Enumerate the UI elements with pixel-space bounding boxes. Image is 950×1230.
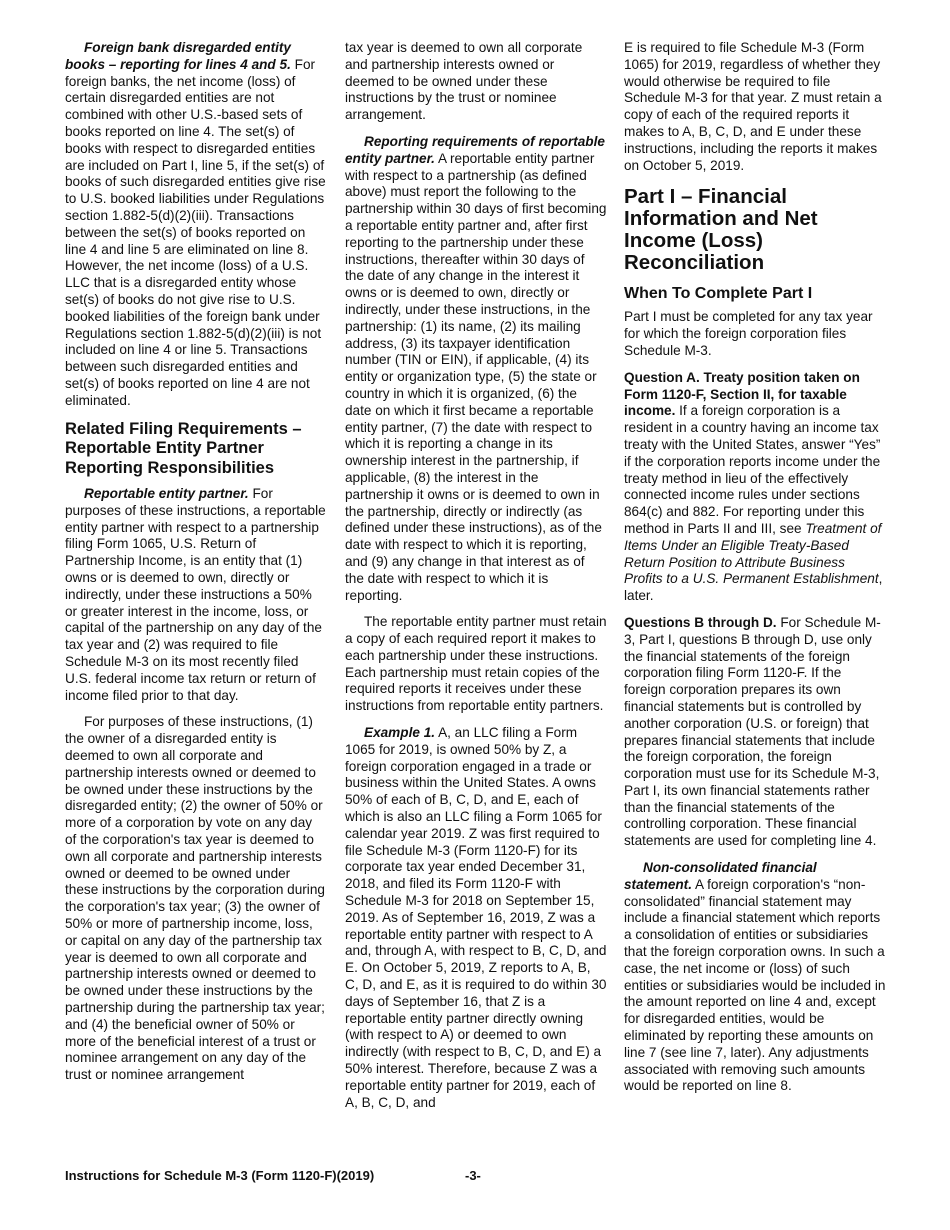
foreign-bank-paragraph: [65, 40, 327, 410]
questions-b-d-lead: Questions B through D.: [624, 614, 777, 630]
question-a-text: If a foreign corporation is a resident in a country having an income tax treaty with the United States, answer “Yes” if the corporation reports income under the treaty method in lieu of the effectively connected income rules under sections 864(c) and 882. For reporting under this method in Parts II and III, see: [624, 403, 881, 536]
example-1-text: A, an LLC filing a Form 1065 for 2019, is owned 50% by Z, a foreign corporation engaged in a trade or business within the United States. A owns 50% of each of B, C, D, and E, each of which is also an LLC filing a Form 1065 for calendar year 2019. Z was first required to file Schedule M-3 (Form 1120-F) for its corporate tax year ended December 31, 2018, and filed its Form 1120-F with Schedule M-3 for 2018 on September 15, 2019. As of September 16, 2019, Z was a reportable entity partner with respect to A and, through A, with respect to B, C, D, and E. On October 5, 2019, Z reports to A, B, C, D, and E, as it is required to do within 30 days of September 16, that Z is a reportable entity partner directly owning (with respect to A) or deemed to own indirectly (with respect to B, C, D, and E) a 50% interest. Therefore, because Z was a reportable entity partner for 2019, each of A, B, C, D, and: [345, 725, 607, 1110]
non-consolidated-text: A foreign corporation's “non-consolidated” financial statement may include a financial statement which reports a consolidation of entities or subsidiaries that the foreign corporation owns. In such a case, the net income or (loss) of such entities or subsidiaries would be included in the amount reported on line 4 and, except for disregarded entities, would be eliminated by reporting these amounts on line 7 (see line 7, later). Any adjustments associated with removing such amounts would be reported on line 8.: [624, 876, 886, 1094]
retain-copy-paragraph: The reportable entity partner must retain a copy of each required report it makes to each partnership under these instructions. Each partnership must retain copies of the required reports it receives under these instructions from reportable entity partners.: [345, 614, 607, 714]
when-to-complete-heading: When To Complete Part I: [624, 285, 813, 303]
foreign-bank-lead: Foreign bank disregarded entity books – reporting for lines 4 and 5.: [65, 40, 291, 72]
reporting-requirements-paragraph: [345, 134, 607, 604]
treaty-reference: Treatment of Items Under an Eligible Treaty-Based Return Position to Attribute Business Profits to a U.S. Permanent Establishment: [624, 520, 882, 587]
continued-paragraph: tax year is deemed to own all corporate and partnership interests owned or deemed to be owned under these instructions by the trust or nominee arrangement.: [345, 40, 583, 123]
reporting-requirements-lead: Reporting requirements of reportable entity partner.: [345, 133, 605, 166]
foreign-bank-text: For foreign banks, the net income (loss) of certain disregarded entities are not combined with other U.S.-based sets of books reported on line 4. The set(s) of books with respect to disregarded entities are included on Part I, line 5, if the set(s) of books of such disregarded entities give rise to U.S. booked liabilities under Regulations section 1.882-5(d)(2)(iii). Transactions between the set(s) of books reported on line 4 and line 5 are eliminated on line 8. However, the net income (loss) of a U.S. LLC that is a disregarded entity whose set(s) of books do not give rise to U.S. booked liabilities of the foreign bank under Regulations section 1.882-5(d)(2)(iii) is not included on line 4 or line 5. Transactions between such disregarded entities and set(s) of books reported on line 4 are not eliminated.: [65, 56, 326, 408]
footer-title: Instructions for Schedule M-3 (Form 1120-F)(2019): [65, 1168, 375, 1183]
column-2: [345, 40, 607, 1121]
question-a-tail: , later.: [624, 571, 883, 604]
question-a-lead: Question A. Treaty position taken on Form 1120-F, Section II, for taxable income.: [624, 369, 860, 419]
questions-b-d-paragraph: [624, 615, 886, 850]
questions-b-d-text: For Schedule M-3, Part I, questions B through D, use only the financial statements of the foreign corporation filing Form 1120-F. If the foreign corporation prepares its own financial statements but is controlled by another corporation (U.S. or foreign) that prepares financial statements that include the foreign corporation, the foreign corporation must use for its Schedule M-3, Part I, its own financial statements rather than the financial statements of the controlling corporation. These financial statements are used for completing line 4.: [624, 614, 881, 849]
reportable-entity-partner-paragraph: [65, 486, 327, 704]
non-consolidated-lead: Non-consolidated financial statement.: [624, 860, 817, 892]
example-1-paragraph: [345, 725, 607, 1111]
continued-example-paragraph: E is required to file Schedule M-3 (Form 1065) for 2019, regardless of whether they would otherwise be required to file Schedule M-3 for that year. Z must retain a copy of each of the required reports it makes to A, B, C, D, and E under these instructions, including the reports it makes on October 5, 2019.: [624, 40, 882, 173]
column-3: [624, 40, 886, 1105]
example-1-lead: Example 1.: [364, 725, 436, 741]
part-1-completion-paragraph: Part I must be completed for any tax year for which the foreign corporation files Schedule M-3.: [624, 309, 873, 358]
question-a-paragraph: [624, 370, 886, 605]
non-consolidated-paragraph: [624, 860, 886, 1095]
reportable-entity-partner-text: For purposes of these instructions, a reportable entity partner with respect to a partnership filing Form 1065, U.S. Return of Partnership Income, is an entity that (1) owns or is deemed to own, directly or indirectly, under these instructions a 50% or greater interest in the income, loss, or capital of the partnership on any day of the tax year and (2) was required to file Schedule M-3 on its most recently filed U.S. federal income tax return or return of income filed prior to that day.: [65, 486, 326, 703]
reporting-requirements-text: A reportable entity partner with respect to a partnership (as defined above) must report the following to the partnership within 30 days of first becoming a reportable entity partner and, after first reporting to the partnership under these instructions, thereafter within 30 days of the date of any change in the interest it owns or is deemed to own, directly or indirectly, under these instructions, in the partnership: (1) its name, (2) its mailing address, (3) its taxpayer identification number (TIN or EIN), if applicable, (4) its entity or organization type, (5) the state or country in which it is organized, (6) the date on which it first became a reportable entity partner, (7) the date with respect to which it is reporting a change in its ownership interest in the partnership, if applicable, (8) the interest in the partnership it owns or is deemed to own in the partnership, directly or indirectly (as defined under these instructions), as of the date with respect to which it is reporting, and (9) any change in that interest as of the date with respect to which it is reporting.: [345, 150, 607, 603]
part-1-heading: Part I – Financial Information and Net Income (Loss) Reconciliation: [624, 185, 818, 275]
purposes-paragraph: For purposes of these instructions, (1) the owner of a disregarded entity is deemed to own all corporate and partnership interests owned or deemed to be owned under these instructions by the disregarded entity; (2) the owner of 50% or more of a corporation by vote on any day of the corporation's tax year is deemed to own all corporate and partnership interests owned or deemed to be owned under these instructions by the corporation during the corporation's tax year; (3) the owner of 50% or more of partnership income, loss, or capital on any day of the partnership tax year is deemed to own all corporate and partnership interests owned or deemed to be owned under these instructions by the partnership during the partnership tax year; and (4) the beneficial owner of 50% or more of the beneficial interest of a trust or nominee arrangement on any day of the trust or nominee arrangement: [65, 714, 325, 1083]
reportable-entity-partner-lead: Reportable entity partner.: [84, 486, 249, 502]
related-filing-heading: Related Filing Requirements – Reportable Entity Partner Reporting Responsibilities: [65, 419, 302, 477]
page-number: -3-: [465, 1168, 481, 1183]
column-1: [65, 40, 327, 1094]
